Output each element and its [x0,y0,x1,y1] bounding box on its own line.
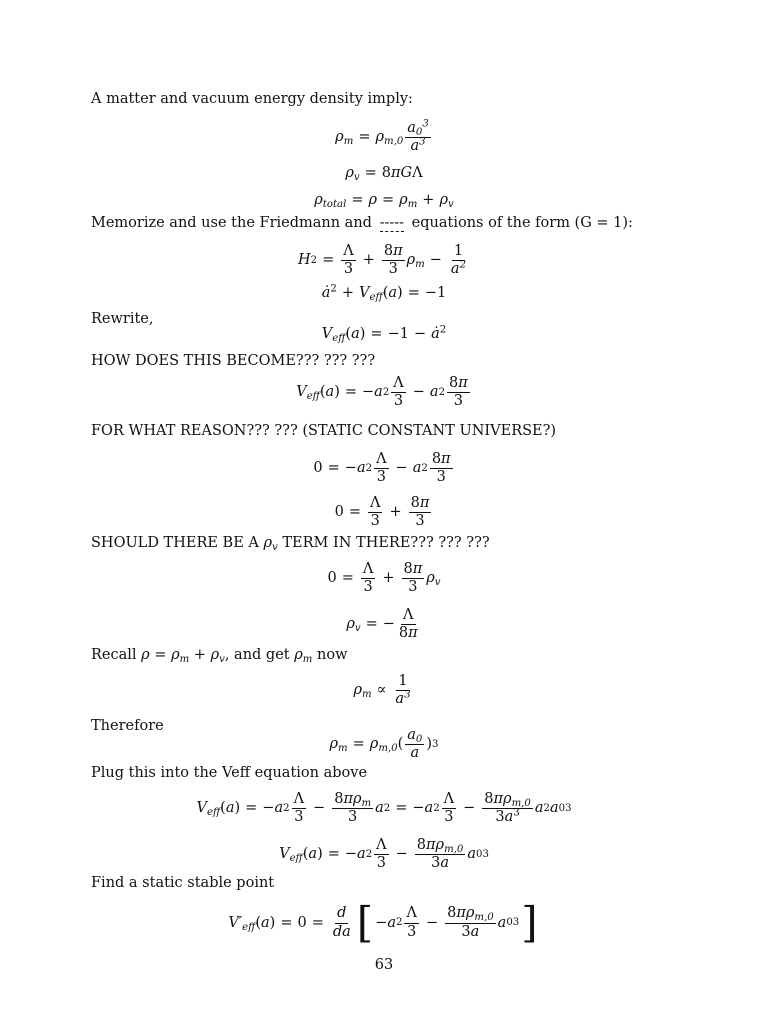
equation-proportional: $\rho_m$ ∝ $\frac{1}{a^3}$ [353,673,411,708]
equation-zero-1: 0 = − a 2 $\frac{\Lambda}{3}$ − a 2 $\frac{8\pi}{3}$ [313,451,451,486]
equation-zero-2: 0 = $\frac{\Lambda}{3}$ + $\frac{8\pi}{3}$ [334,495,430,530]
should-post: TERM IN THERE??? ??? ??? [282,535,490,551]
equation-veff-3: $V_{eff}$ ( a ) = − a 2 $\frac{\Lambda}{3}$ − $\frac{8\pi\rho_{m,0}}{3a}$ a 0 3 [279,837,489,872]
memorize-gap: ----- [379,215,405,231]
recall-text: Recall $\rho = \rho_m + \rho_v$, and get $\rho_m$ now [91,647,348,666]
plug-text: Plug this into the Veff equation above [91,765,368,781]
equation-rho-v-solved: $\rho_v$ = − $\frac{\Lambda}{8\pi}$ [346,607,418,642]
how-text: HOW DOES THIS BECOME??? ??? ??? [91,353,376,369]
recall-post: now [317,647,348,663]
reason-text: FOR WHAT REASON??? ??? (STATIC CONSTANT UNIVERSE?) [91,423,557,439]
memorize-post: equations of the form (G = 1): [411,215,633,231]
equation-derivative: $V'_{eff}$ ( a ) = 0 = $\frac{d}{da}$ [ − a 2 $\frac{\Lambda}{3}$ − $\frac{8\pi\rho_{m,0}}{3a}$ a 0 3 ] [228,898,538,947]
equation-veff-2: $V_{eff}$ ( a ) = − a 2 $\frac{\Lambda}{3}$ − $\frac{8\pi\rho_m}{3}$ a 2 = − a 2 $\frac{\Lambda}{3}$ − $\frac{8\pi\rho_{m,0}}{3a^3}$ a 2 a 0 3 [196,791,572,826]
page-number: 63 [374,957,394,973]
recall-pre: Recall [91,647,137,663]
equation-rho-total: $\rho_{total} = \rho = \rho_m + \rho_v$ [314,192,454,211]
should-text: SHOULD THERE BE A $\rho_v$ TERM IN THERE??? ??? ??? [91,535,490,554]
memorize-pre: Memorize and use the Friedmann and [91,215,372,231]
find-text: Find a static stable point [91,875,275,891]
should-pre: SHOULD THERE BE A [91,535,259,551]
equation-energy: $ȧ^2 + V_{eff}(a) = -1$ [321,283,447,304]
equation-veff-1: $V_{eff}$ ( a ) = − a 2 $\frac{\Lambda}{3}$ − a 2 $\frac{8\pi}{3}$ [296,375,468,410]
equation-zero-3: 0 = $\frac{\Lambda}{3}$ + $\frac{8\pi}{3}$ $\rho_v$ [327,561,441,596]
equation-veff-rewrite: $V_{eff}(a) = -1$ − $ȧ^2$ [321,324,447,345]
equation-rho-m: $\rho_m$ = $\rho_{m,0}$ $\frac{a_0^3}{a^3}$ [335,118,429,155]
recall-mid: , and get [224,647,290,663]
equation-rho-v: $\rho_v = 8\pi G\Lambda$ [345,165,423,184]
rewrite-text: Rewrite, [91,311,154,327]
memorize-text [91,215,633,232]
equation-rho-m-final: $\rho_m$ = $\rho_{m,0}$ ( $\frac{a_0}{a}$ ) 3 [329,727,439,762]
intro-text: A matter and vacuum energy density imply: [91,91,413,107]
equation-friedmann: H 2 = $\frac{\Lambda}{3}$ + $\frac{8\pi}{3}$ $\rho_m$ − $\frac{1}{a^2}$ [297,243,467,278]
therefore-text: Therefore [91,718,164,734]
